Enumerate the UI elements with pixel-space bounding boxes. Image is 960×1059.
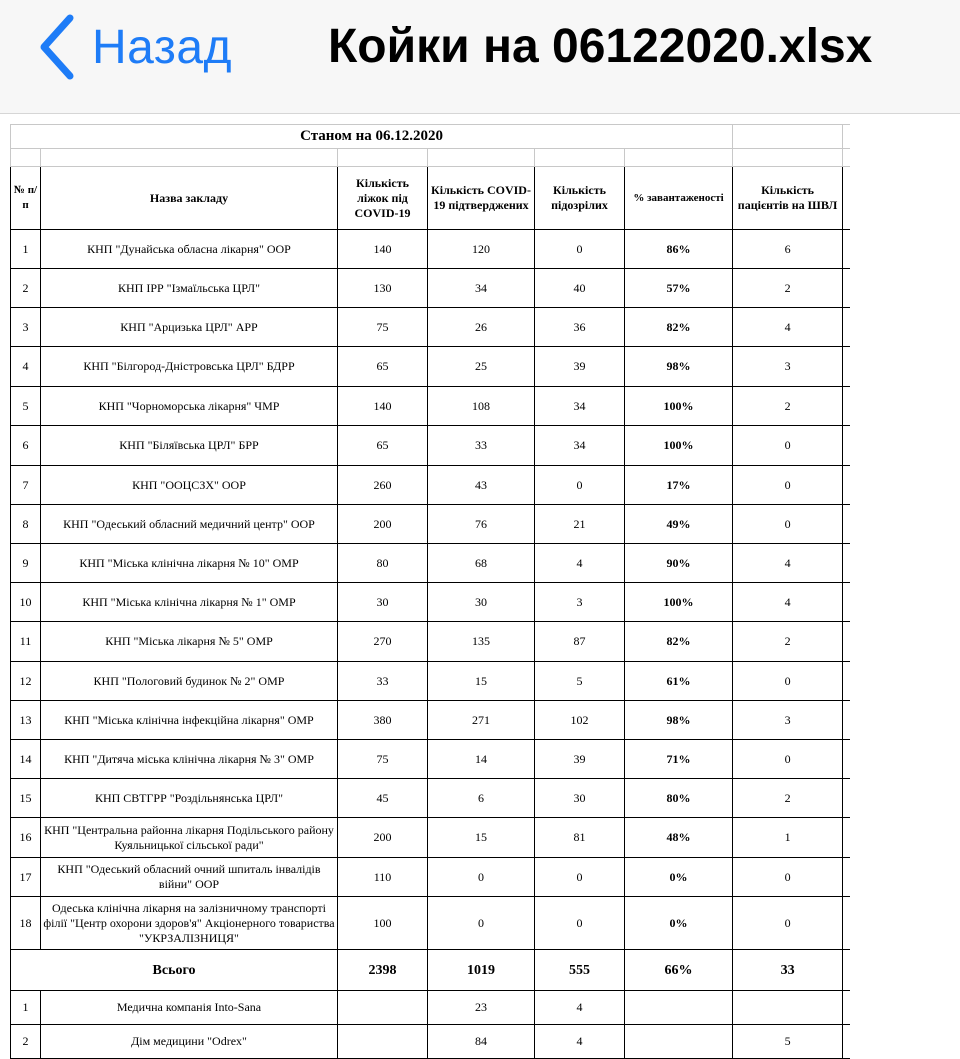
cell-confirmed: 26	[428, 308, 535, 347]
cell-suspected: 34	[535, 426, 625, 466]
cell-load: 0%	[625, 858, 733, 897]
cell-suspected: 4	[535, 1025, 625, 1059]
cell-ventilator: 4	[733, 544, 843, 583]
cell-name: КНП "ООЦСЗХ" ООР	[41, 466, 338, 505]
cell-load: 48%	[625, 818, 733, 858]
cell-suspected: 4	[535, 544, 625, 583]
cell-confirmed: 43	[428, 466, 535, 505]
cell-ventilator: 0	[733, 897, 843, 950]
cell-confirmed: 15	[428, 662, 535, 701]
table-row	[11, 897, 851, 950]
cell-num: 5	[11, 387, 41, 426]
cell-ventilator: 0	[733, 426, 843, 466]
empty-row	[11, 149, 851, 167]
cell-beds: 65	[338, 426, 428, 466]
cell-load: 71%	[625, 740, 733, 779]
header-load: % завантаженості	[625, 167, 733, 230]
cell-name: КНП "Одеський обласний очний шпиталь інвалідів війни" ООР	[41, 858, 338, 897]
private-table-row	[11, 991, 851, 1025]
cell-suspected: 39	[535, 740, 625, 779]
cell-name: КНП "Біляївська ЦРЛ" БРР	[41, 426, 338, 466]
cell-num: 17	[11, 858, 41, 897]
cell-ventilator: 3	[733, 701, 843, 740]
cell-confirmed: 6	[428, 779, 535, 818]
cell-load: 86%	[625, 230, 733, 269]
cell-ventilator: 1	[733, 818, 843, 858]
cell-load: 49%	[625, 505, 733, 544]
cell-load: 0%	[625, 897, 733, 950]
cell-name: КНП ІРР "Ізмаїльська ЦРЛ"	[41, 269, 338, 308]
table-row	[11, 858, 851, 897]
cell-name: КНП "Пологовий будинок № 2" ОМР	[41, 662, 338, 701]
cell-num: 2	[11, 269, 41, 308]
cell-name: КНП "Арцизька ЦРЛ" АРР	[41, 308, 338, 347]
cell-ventilator: 2	[733, 622, 843, 662]
cell-ventilator: 0	[733, 740, 843, 779]
cell-load: 57%	[625, 269, 733, 308]
cell-ventilator: 0	[733, 858, 843, 897]
cell-ventilator: 2	[733, 779, 843, 818]
table-row	[11, 701, 851, 740]
sheet-title: Станом на 06.12.2020	[300, 128, 443, 144]
cell-num: 3	[11, 308, 41, 347]
cell-name: КНП "Міська клінічна інфекційна лікарня" ОМР	[41, 701, 338, 740]
total-label: Всього	[11, 950, 338, 991]
cell-suspected: 30	[535, 779, 625, 818]
header-row	[11, 167, 851, 230]
cell-beds: 65	[338, 347, 428, 387]
cell-confirmed: 0	[428, 897, 535, 950]
cell-beds: 110	[338, 858, 428, 897]
table-row	[11, 505, 851, 544]
cell-beds: 80	[338, 544, 428, 583]
cell-num: 16	[11, 818, 41, 858]
header-suspected: Кількість підозрілих	[535, 167, 625, 230]
cell-suspected: 3	[535, 583, 625, 622]
cell-num: 8	[11, 505, 41, 544]
cell-ventilator: 4	[733, 583, 843, 622]
cell-beds	[338, 1025, 428, 1059]
cell-beds: 33	[338, 662, 428, 701]
cell-num: 15	[11, 779, 41, 818]
cell-beds: 260	[338, 466, 428, 505]
table-row	[11, 779, 851, 818]
cell-beds: 45	[338, 779, 428, 818]
cell-beds: 200	[338, 818, 428, 858]
cell-num: 4	[11, 347, 41, 387]
cell-ventilator: 5	[733, 1025, 843, 1059]
cell-beds: 100	[338, 897, 428, 950]
cell-beds: 270	[338, 622, 428, 662]
cell-name: КНП "Одеський обласний медичний центр" ООР	[41, 505, 338, 544]
cell-load	[625, 991, 733, 1025]
table-row	[11, 230, 851, 269]
cell-suspected: 0	[535, 466, 625, 505]
title-row	[11, 125, 851, 149]
total-beds: 2398	[338, 950, 428, 991]
cell-num: 18	[11, 897, 41, 950]
cell-confirmed: 34	[428, 269, 535, 308]
cell-load: 100%	[625, 426, 733, 466]
header-ventilator: Кількість пацієнтів на ШВЛ	[733, 167, 843, 230]
cell-beds: 140	[338, 387, 428, 426]
total-load: 66%	[625, 950, 733, 991]
cell-suspected: 5	[535, 662, 625, 701]
cell-confirmed: 108	[428, 387, 535, 426]
cell-suspected: 36	[535, 308, 625, 347]
header-name: Назва закладу	[41, 167, 338, 230]
cell-suspected: 40	[535, 269, 625, 308]
file-title: Койки на 06122020.xlsx	[328, 20, 873, 73]
table-row	[11, 544, 851, 583]
table-row	[11, 387, 851, 426]
cell-ventilator: 0	[733, 662, 843, 701]
cell-suspected: 87	[535, 622, 625, 662]
cell-name: КНП "Міська клінічна лікарня № 10" ОМР	[41, 544, 338, 583]
cell-name: КНП "Білгород-Дністровська ЦРЛ" БДРР	[41, 347, 338, 387]
cell-suspected: 21	[535, 505, 625, 544]
cell-name: КНП "Чорноморська лікарня" ЧМР	[41, 387, 338, 426]
cell-name: Дім медицини "Odrex"	[41, 1025, 338, 1059]
cell-num: 1	[11, 991, 41, 1025]
cell-beds: 75	[338, 740, 428, 779]
back-button[interactable]	[36, 14, 232, 80]
cell-confirmed: 14	[428, 740, 535, 779]
cell-name: КНП "Міська клінічна лікарня № 1" ОМР	[41, 583, 338, 622]
cell-load: 82%	[625, 622, 733, 662]
navigation-bar	[0, 0, 960, 114]
total-ventilator: 33	[733, 950, 843, 991]
chevron-left-icon	[36, 14, 76, 80]
cell-confirmed: 84	[428, 1025, 535, 1059]
header-num: № п/п	[11, 167, 41, 230]
spreadsheet-view[interactable]	[10, 124, 850, 1059]
cell-suspected: 0	[535, 230, 625, 269]
cell-confirmed: 30	[428, 583, 535, 622]
table-row	[11, 466, 851, 505]
cell-num: 13	[11, 701, 41, 740]
cell-suspected: 0	[535, 858, 625, 897]
cell-ventilator: 0	[733, 466, 843, 505]
header-confirmed: Кількість COVID-19 підтверджених	[428, 167, 535, 230]
table-row	[11, 622, 851, 662]
cell-confirmed: 68	[428, 544, 535, 583]
cell-name: Медична компанія Into-Sana	[41, 991, 338, 1025]
cell-confirmed: 33	[428, 426, 535, 466]
cell-confirmed: 271	[428, 701, 535, 740]
total-confirmed: 1019	[428, 950, 535, 991]
cell-load: 98%	[625, 701, 733, 740]
cell-ventilator: 0	[733, 505, 843, 544]
cell-num: 12	[11, 662, 41, 701]
cell-load: 100%	[625, 387, 733, 426]
cell-beds: 200	[338, 505, 428, 544]
cell-name: КНП "Центральна районна лікарня Подільського району Куяльницької сільської ради"	[41, 818, 338, 858]
private-table-row	[11, 1025, 851, 1059]
cell-load: 17%	[625, 466, 733, 505]
cell-load: 82%	[625, 308, 733, 347]
cell-confirmed: 0	[428, 858, 535, 897]
cell-confirmed: 23	[428, 991, 535, 1025]
cell-beds: 30	[338, 583, 428, 622]
cell-load: 100%	[625, 583, 733, 622]
cell-num: 14	[11, 740, 41, 779]
cell-num: 9	[11, 544, 41, 583]
beds-table	[10, 124, 850, 1059]
cell-suspected: 81	[535, 818, 625, 858]
cell-suspected: 102	[535, 701, 625, 740]
cell-ventilator: 4	[733, 308, 843, 347]
cell-beds: 130	[338, 269, 428, 308]
cell-ventilator	[733, 991, 843, 1025]
cell-name: КНП СВТГРР "Роздільнянська ЦРЛ"	[41, 779, 338, 818]
total-suspected: 555	[535, 950, 625, 991]
cell-num: 7	[11, 466, 41, 505]
cell-name: Одеська клінічна лікарня на залізничному транспорті філії "Центр охорони здоров'я" Акціонерного товариства "УКРЗАЛІЗНИЦЯ"	[41, 897, 338, 950]
cell-confirmed: 15	[428, 818, 535, 858]
table-row	[11, 347, 851, 387]
cell-num: 1	[11, 230, 41, 269]
cell-load: 80%	[625, 779, 733, 818]
cell-beds: 140	[338, 230, 428, 269]
table-row	[11, 662, 851, 701]
cell-confirmed: 135	[428, 622, 535, 662]
cell-load	[625, 1025, 733, 1059]
cell-load: 90%	[625, 544, 733, 583]
cell-name: КНП "Дитяча міська клінічна лікарня № 3" ОМР	[41, 740, 338, 779]
back-button-label: Назад	[92, 20, 233, 74]
cell-name: КНП "Міська лікарня № 5" ОМР	[41, 622, 338, 662]
cell-suspected: 0	[535, 897, 625, 950]
cell-num: 11	[11, 622, 41, 662]
cell-suspected: 34	[535, 387, 625, 426]
cell-confirmed: 120	[428, 230, 535, 269]
cell-beds	[338, 991, 428, 1025]
cell-confirmed: 76	[428, 505, 535, 544]
cell-num: 6	[11, 426, 41, 466]
cell-num: 10	[11, 583, 41, 622]
table-row	[11, 583, 851, 622]
cell-ventilator: 3	[733, 347, 843, 387]
table-row	[11, 740, 851, 779]
table-row	[11, 269, 851, 308]
cell-suspected: 39	[535, 347, 625, 387]
cell-ventilator: 6	[733, 230, 843, 269]
cell-ventilator: 2	[733, 387, 843, 426]
cell-beds: 75	[338, 308, 428, 347]
cell-ventilator: 2	[733, 269, 843, 308]
cell-load: 61%	[625, 662, 733, 701]
table-row	[11, 308, 851, 347]
cell-name: КНП "Дунайська обласна лікарня" ООР	[41, 230, 338, 269]
cell-beds: 380	[338, 701, 428, 740]
cell-load: 98%	[625, 347, 733, 387]
table-row	[11, 426, 851, 466]
cell-confirmed: 25	[428, 347, 535, 387]
total-row	[11, 950, 851, 991]
cell-num: 2	[11, 1025, 41, 1059]
header-beds: Кількість ліжок під COVID-19	[338, 167, 428, 230]
table-row	[11, 818, 851, 858]
cell-suspected: 4	[535, 991, 625, 1025]
